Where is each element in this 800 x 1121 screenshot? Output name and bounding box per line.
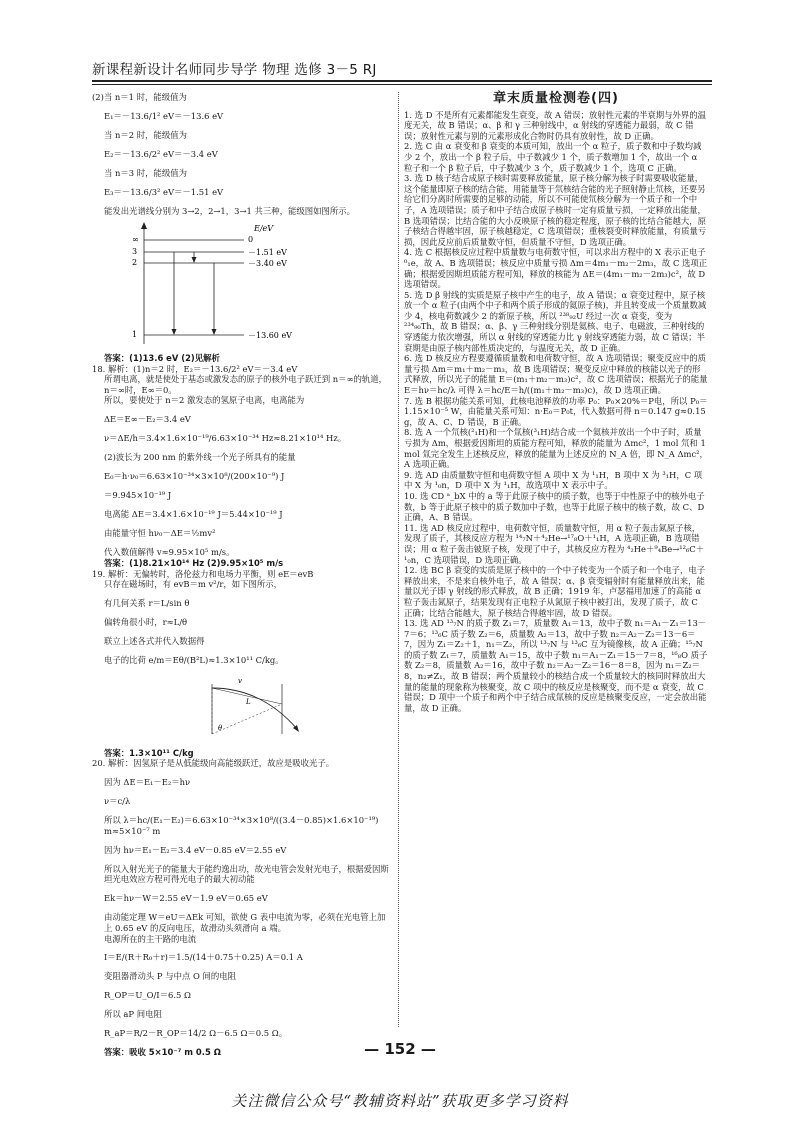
q20-l8: 由动能定理 W＝eU＝ΔEk 可知，欲使 G 表中电流为零，必须在光电管上加上 0.65 eV 的反向电压，故滑动头须滑向 a 端。 <box>104 912 386 933</box>
q17-n3: 当 n＝3 时，能级值为 <box>104 167 188 178</box>
level-e-inf: 0 <box>248 234 254 244</box>
q20-l2: 因为 ΔE＝E₁－E₂＝hν <box>104 777 191 788</box>
q17-intro: (2)当 n＝1 时，能级值为 <box>92 92 187 102</box>
answer-item: 6. 选 D 核反应方程要遵循质量数和电荷数守恒，故 A 选项错误；聚变反应中的质量亏损 Δm＝m₁＋m₂－m₃，故 B 选项错误；聚变反应中释放的核能以光子的形式释放，所以光子的能量 E＝(m₁＋m₂－m₃)c²，故 C 选项错误；根据光子的能量 E＝hν＝hc/λ 可得 λ＝hc/E＝h/((m₁＋m₂－m₃)c)，故 D 选项正确。 <box>404 353 708 396</box>
answer-item: 12. 选 BC β 衰变的实质是原子核中的一个中子转变为一个质子和一个电子，电子释放出来，不是来自核外电子，故 A 错误；α、β 衰变辐射时有能量释放出来，能量以光子即 γ 射线的形式释放，故 B 正确；1919 年，卢瑟福用加速了的高能 α 粒子轰击氮原子，结果发现有正电粒子从氮原子核中被打出，发现了质子，故 C 正确；比结合能越大，原子核结合得越牢固，故 D 错误。 <box>404 565 706 618</box>
section-title: 章末质量检测卷(四) <box>493 91 619 106</box>
electron-path <box>212 688 298 733</box>
q20-l6: 所以入射光光子的能量大于能约逸出功，故光电管会发射光电子，根据爱因斯坦光电效应方程可得光电子的最大初动能 <box>104 863 389 885</box>
q20-l1: 20. 解析：因氢原子是从低能级向高能级跃迁，故应是吸收光子。 <box>92 758 335 769</box>
q17-n2: 当 n＝2 时，能级值为 <box>104 129 188 140</box>
answer-item: 1. 选 D 不是所有元素都能发生衰变，故 A 错误；放射性元素的半衰期与外界的温度无关，故 B 错误；α、β 和 γ 三种射线中，α 射线的穿透能力最弱，故 C 错误；放射性元素与别的元素形成化合物时仍具有放射性，故 D 正确。 <box>404 109 707 141</box>
right-column <box>404 92 708 1032</box>
q17-e3: E₃＝－13.6/3² eV＝－1.51 eV <box>104 186 224 197</box>
answer-item: 9. 选 AD 由质量数守恒和电荷数守恒 A 项中 X 为 ¹₁H，B 项中 X 为 ³₁H，C 项中 X 为 ¹₀n，D 项中 X 为 ¹₁H，故选项中 X 表示中子。 <box>404 469 703 491</box>
q19-l2: 只存在磁场时，有 evB＝m v²/r，如下图所示， <box>104 579 283 590</box>
q19-l4: 偏转角很小时，r≈L/θ <box>104 617 188 628</box>
answer-item: 7. 选 B 根据功能关系可知，此核电池释放的功率 P₀：P₀×20%＝P电，所以 P₀＝1.15×10⁻⁵ W，由能量关系可知：n·E₀＝P₀t，代入数据可得 n＝0.147 g≈0.15 g，故 A、C、D 错误，B 正确。 <box>404 395 708 427</box>
q17-lines: 能发出光谱线分别为 3→2，2→1，3→1 共三种，能级图如图所示。 <box>104 205 355 216</box>
q19-l5: 联立上述各式并代入数据得 <box>104 636 205 647</box>
level-e-1: －13.60 eV <box>248 330 292 340</box>
answer-item: 11. 选 AD 核反应过程中，电荷数守恒，质量数守恒，用 α 粒子轰击氮原子核，发现了质子，其核反应方程为 ¹⁴₇N＋⁴₂He→¹⁷₈O＋¹₁H，A 选项正确，B 选项错误；用 α 粒子轰击铍原子核，发现了中子，其核反应方程为 ⁴₂He＋⁹₄Be→¹²₆C＋¹₀n，C 选项错误，D 选项正确。 <box>404 522 705 565</box>
fig-label-theta: θ <box>218 724 223 733</box>
energy-axis-label: E/eV <box>254 223 274 233</box>
q17-e1: E₁＝－13.6/1² eV＝－13.6 eV <box>104 110 224 121</box>
answer-item: 5. 选 D β 射线的实质是原子核中产生的电子，故 A 错误；α 衰变过程中，原子核放一个 α 粒子(由两个中子和两个质子形成的氦原子核)，并且转变成一个质量数减少 4，核电荷数减少 2 的新原子核，所以 ²³⁸₉₂U 经过一次 α 衰变，变为 ²³⁴₉₀Th，故 B 错误；α、β、γ 三种射线分别是氦核、电子、电磁波，三种射线的穿透能力依次增强，所以 α 射线的穿透能力比 γ 射线穿透能力弱，故 C 错误；半衰期是由原子核内部性质决定的，与温度无关，故 D 正确。 <box>404 289 707 353</box>
fig-label-l: L <box>246 698 251 707</box>
q20-l9: 电源所在的主干路的电流 <box>104 933 197 944</box>
electron-deflection-figure <box>202 674 392 745</box>
q18-l8: ＝9.945×10⁻¹⁹ J <box>104 490 172 501</box>
q20-l14: R_aP＝R/2－R_OP＝14/2 Ω－6.5 Ω＝0.5 Ω。 <box>104 1028 288 1039</box>
q20-l10: I＝E/(R＋R₀＋r)＝1.5/(14＋0.75＋0.25) A＝0.1 A <box>104 952 303 963</box>
fig-label-v: v <box>238 677 242 686</box>
q20-l12: R_OP＝U_O/I＝6.5 Ω <box>104 990 191 1001</box>
q18-l11: 代入数值解得 v≈9.95×10⁵ m/s。 <box>104 547 235 558</box>
level-n-1: 1 <box>132 329 138 339</box>
q17-e2: E₂＝－13.6/2² eV＝－3.4 eV <box>104 148 218 159</box>
left-column <box>92 92 392 1058</box>
q18-l4: ΔE＝E∞－E₂＝3.4 eV <box>104 414 191 425</box>
answer-item: 2. 选 C 由 α 衰变和 β 衰变的本质可知，放出一个 α 粒子，质子数和中子数均减少 2 个，放出一个 β 粒子后，中子数减少 1 个，质子数增加 1 个，故出一个 α 粒子和一个 β 粒子后，中子数减少 3 个，质子数减少 1 个，选项 C 正确。 <box>404 141 702 173</box>
energy-axis-arrow <box>141 222 147 229</box>
header-rule-thin <box>92 84 712 85</box>
level-n-3: 3 <box>132 246 138 256</box>
header-rule-thick <box>92 80 712 82</box>
q18-l2: 所谓电离，就是使处于基态或激发态的原子的核外电子跃迁到 n＝∞的轨道，n＝∞时，E∞＝0。 <box>104 374 388 395</box>
answer-item: 3. 选 D 核子结合成原子核时需要释放能量，原子核分解为核子时需要吸收能量，这个能量即原子核的结合能，用能量等于氘核结合能的光子照射静止氘核，还要另给它们分离时所需要的足够的动能，所以不可能使氘核分解为一个质子和一个中子，A 选项错误；质子和中子结合成原子核时一定有质量亏损，一定释放出能量，B 选项错误；比结合能的大小反映原子核的稳定程度，原子核的比结合能越大，原子核结合得越牢固，原子核越稳定，C 选项错误；重核裂变时释放能量，有质量亏损，因此反应前后质量数守恒，但质量不守恒，D 选项正确。 <box>404 173 707 247</box>
q19-l1: 19. 解析：无偏转时，洛伦兹力和电场力平衡，则 eE＝evB <box>92 568 314 579</box>
level-n-2: 2 <box>132 257 138 267</box>
answer-item: 8. 选 A 一个氘核(²₁H)和一个氚核(³₁H)结合成一个氦核并放出一个中子时，质量亏损为 Δm，根据爱因斯坦的质能方程可知，释放的能量为 Δmc²，1 mol 氘和 1 mol 氚完全发生上述核反应，释放的能量为上述反应的 N_A 倍，即 N_A Δmc²，A 选项正确。 <box>404 427 708 470</box>
level-e-3: －1.51 eV <box>248 247 287 257</box>
running-header: 新课程新设计名师同步导学 物理 选修 3－5 RJ <box>92 62 377 78</box>
q20-l11: 变阻器滑动头 P 与中点 O 间的电阻 <box>104 971 237 982</box>
q17-answer: 答案：(1)13.6 eV (2)见解析 <box>104 353 220 364</box>
q18-l7: E₀＝h·ν₀＝6.63×10⁻³⁴×3×10⁸/(200×10⁻⁹) J <box>104 471 285 482</box>
level-e-2: －3.40 eV <box>248 258 287 268</box>
q20-l4: 所以 λ＝hc/(E₁－E₂)＝6.63×10⁻³⁴×3×10⁸/((3.4－0.85)×1.6×10⁻¹⁹) m≈5×10⁻⁷ m <box>104 815 379 836</box>
q18-l6: (2)波长为 200 nm 的紫外线一个光子所具有的能量 <box>104 452 296 463</box>
column-divider <box>398 92 399 1027</box>
q20-answer: 答案：吸收 5×10⁻⁷ m 0.5 Ω <box>104 1047 221 1058</box>
q20-l13: 所以 aP 间电阻 <box>104 1009 162 1020</box>
level-n-inf: ∞ <box>132 234 139 244</box>
q18-l3: 所以，要使处于 n＝2 激发态的氢原子电离，电离能为 <box>104 395 305 406</box>
q18-l5: ν＝ΔE/h＝3.4×1.6×10⁻¹⁹/6.63×10⁻³⁴ Hz≈8.21×10¹⁴ Hz。 <box>104 433 347 444</box>
q18-l1: 18. 解析：(1)n＝2 时，E₂＝－13.6/2² eV＝－3.4 eV <box>92 363 298 374</box>
q19-l6: 电子的比荷 e/m＝Eθ/(B²L)≈1.3×10¹¹ C/kg。 <box>104 655 284 666</box>
q18-l9: 电离能 ΔE＝3.4×1.6×10⁻¹⁹ J＝5.44×10⁻¹⁹ J <box>104 509 283 520</box>
q18-answer: 答案：(1)8.21×10¹⁴ Hz (2)9.95×10⁵ m/s <box>104 557 284 568</box>
q18-l10: 由能量守恒 hν₀－ΔE＝½mv² <box>104 528 216 539</box>
q20-l5: 因为 hν＝E₁－E₂＝3.4 eV－0.85 eV＝2.55 eV <box>104 844 287 855</box>
energy-level-diagram <box>104 220 392 351</box>
answer-item: 13. 选 AD ¹³₇N 的质子数 Z₁＝7，质量数 A₁＝13，故中子数 n₁＝A₁－Z₁＝13－7＝6；¹³₆C 质子数 Z₂＝6，质量数 A₂＝13，故中子数 n₂＝A₂－Z₂＝13－6＝7，因为 Z₁＝Z₂＋1，n₁＝Z₂，所以 ¹³₇N 与 ¹³₆C 互为镜像核，故 A 正确；¹⁵₇N 的质子数 Z₁＝7，质量数 A₁＝15，故中子数 n₁＝A₁－Z₁＝15－7＝8，¹⁶₈O 质子数 Z₂＝8，质量数 A₂＝16，故中子数 n₂＝A₂－Z₂＝16－8＝8，因为 n₁＝Z₂＝8，n₂≠Z₁，故 B 错误；两个质量较小的核结合成一个质量较大的核同时释放出大量的能量的现象称为核聚变，故 C 项中的核反应是核聚变，而不是 α 衰变，故 C 错误；D 项中一个质子和两个中子结合成氚核的反应是核聚变反应，一定会放出能量，故 D 正确。 <box>404 618 708 713</box>
answer-item: 10. 选 CD ᵃ_bX 中的 a 等于此原子核中的质子数，也等于中性原子中的核外电子数，b 等于此原子核中的质子数加中子数，也等于此原子核中的核子数，故 C、D 正确，A、B 错误。 <box>404 490 705 523</box>
q20-l3: ν＝c/λ <box>104 796 131 807</box>
q19-answer: 答案：1.3×10¹¹ C/kg <box>104 747 194 758</box>
q19-l3: 有几何关系 r＝L/sin θ <box>104 598 190 609</box>
q20-l7: Ek＝hν－W＝2.55 eV－1.9 eV＝0.65 eV <box>104 893 268 904</box>
answer-item: 4. 选 C 根据核反应过程中质量数与电荷数守恒，可以求出方程中的 X 表示正电子 ⁰₁e，故 A、B 选项错误；核反应中质量亏损 Δm＝4m₁－m₂－2m₃，故 C 选项正确；根据爱因斯坦质能方程可知，释放的核能为 ΔE＝(4m₁－m₂－2m₃)c²，故 D 选项错误。 <box>404 247 708 290</box>
footer-note: 关注微信公众号“教辅资料站”获取更多学习资料 <box>231 1092 569 1110</box>
page-number: — 152 — <box>364 1040 436 1058</box>
